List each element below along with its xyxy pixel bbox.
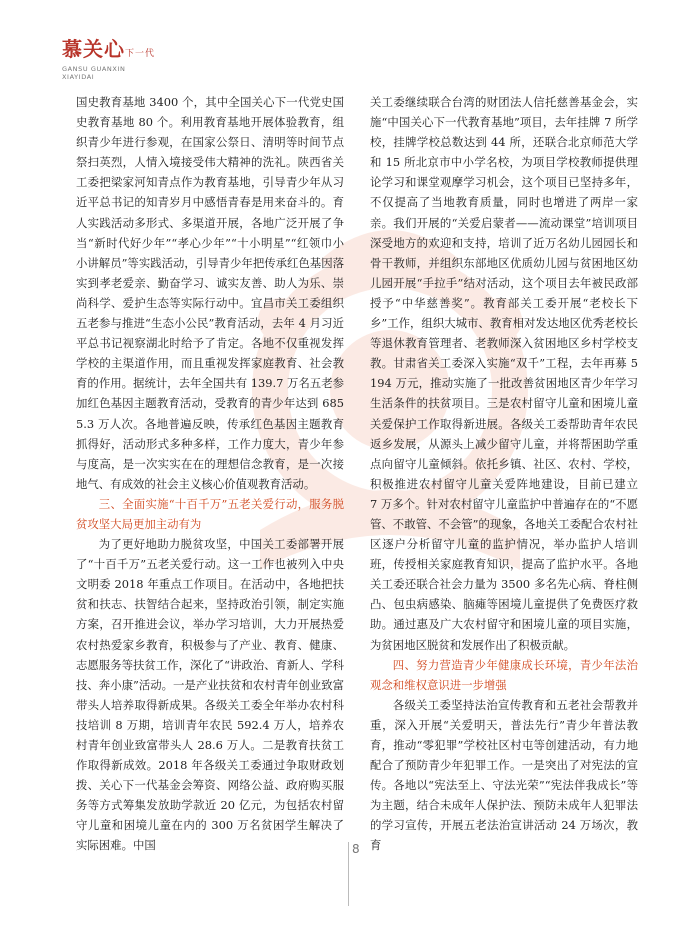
section-heading-4: 四、努力营造青少年健康成长环境，青少年法治观念和维权意识进一步增强 [370,657,638,692]
footer-divider [348,842,349,906]
masthead-title [62,38,162,65]
masthead-logo [62,38,162,81]
left-paragraph-1: 国史教育基地 3400 个，其中全国关心下一代党史国史教育基地 80 个。利用教育基地开展体验教育，组织青少年进行参观，在国家公祭日、清明等时间节点祭扫英烈，人情入境接受伟大精神的洗礼。陕西省关工委把梁家河知青点作为教育基地，引导青少年从习近平总书记的知青岁月中感悟青春是用来奋斗的。育人实践活动多形式、多渠道开展，各地广泛开展了争当“新时代好少年”“孝心少年”“十小明星”“红领巾小小讲解员”等实践活动，引导青少年把传承红色基因落实到孝老爱亲、勤奋学习、诚实友善、助人为乐、崇尚科学、爱护生态等实际行动中。宜昌市关工委组织五老参与推进“生态小公民”教育活动，去年 4 月习近平总书记视察湖北时给予了肯定。各地不仅重视发挥学校的主渠道作用，而且重视发挥家庭教育、社会教育的作用。据统计，去年全国共有 139.7 万名五老参加红色基因主题教育活动，受教育的青少年达到 6855.3 万人次。各地普遍反映，传承红色基因主题教育抓得好，活动形式多种多样，工作力度大，青少年参与度高，是一次实实在在的理想信念教育，是一次接地气、有成效的社会主义核心价值观教育活动。 [76,95,344,491]
right-column [370,92,650,856]
right-paragraph-1: 关工委继续联合台湾的财团法人信托慈善基金会，实施“中国关心下一代教育基地”项目，去年挂牌 7 所学校，挂牌学校总数达到 44 所，还联合北京师范大学和 15 所北京市中小学名校，为项目学校教师提供理论学习和课堂观摩学习机会，这个项目已坚持多年，不仅提高了当地教育质量，同时也增进了两岸一家亲。我们开展的“关爱启蒙者——流动课堂”培训项目深受地方的欢迎和支持，培训了近万名幼儿园园长和骨干教师，并组织东部地区优质幼儿园与贫困地区幼儿园开展“手拉手”结对活动，这个项目去年被民政部授予“中华慈善奖”。教育部关工委开展“老校长下乡”工作，组织大城市、教育相对发达地区优秀老校长等退休教育管理者、老教师深入贫困地区乡村学校支教。甘肃省关工委深入实施“双千”工程，去年再募 5194 万元，推动实施了一批改善贫困地区青少年学习生活条件的扶贫项目。三是农村留守儿童和困境儿童关爱保护工作取得新进展。各级关工委帮助青年农民返乡发展，从源头上减少留守儿童，并将帮困助学重点向留守儿童倾斜。依托乡镇、社区、农村、学校，积极推进农村留守儿童关爱阵地建设，目前已建立 7 万多个。针对农村留守儿童监护中普遍存在的“不愿管、不敢管、不会管”的现象，各地关工委配合农村社区逐户分析留守儿童的监护情况，举办监护人培训班，传授相关家庭教育知识，提高了监护水平。各地关工委还联合社会力量为 3500 多名先心病、脊柱侧凸、包虫病感染、脑瘫等困境儿童提供了免费医疗救助。通过惠及广大农村留守和困境儿童的项目实施，为贫困地区脱贫和发展作出了积极贡献。 [370,95,650,652]
masthead-subtitle-2: XIAYIDAI [62,73,95,81]
masthead-title-small: 下一代 [125,49,156,59]
page-number: 8 [352,842,360,856]
masthead-subtitle-1: GANSU GUANXIN [62,65,126,73]
left-column [76,92,344,856]
left-paragraph-2: 为了更好地助力脱贫攻坚，中国关工委部署开展了“十百千万”五老关爱行动。这一工作也被列入中央文明委 2018 年重点工作项目。在活动中，各地把扶贫和扶志、扶智结合起来，坚持政治引领，制定实施方案，召开推进会议，举办学习培训，大力开展热爱农村热爱家乡教育，积极参与了产业、教育、健康、志愿服务等扶贫工作，深化了“讲政治、育新人、学科技、奔小康”活动。一是产业扶贫和农村青年创业致富带头人培养取得新成果。各级关工委全年举办农村科技培训 8 万期，培训青年农民 592.4 万人，培养农村青年创业致富带头人 28.6 万人。二是教育扶贫工作取得新成效。2018 年各级关工委通过争取财政划拨、关心下一代基金会筹资、网络公益、政府购买服务等方式筹集发放助学款近 20 亿元，为包括农村留守儿童和困境儿童在内的 300 万名贫困学生解决了实际困难。中国 [76,537,344,853]
masthead-title-text: 慕关心 [62,37,125,61]
section-heading-3: 三、全面实施“十百千万”五老关爱行动，服务脱贫攻坚大局更加主动有为 [76,496,344,531]
right-paragraph-2: 各级关工委坚持法治宣传教育和五老社会帮教并重，深入开展“关爱明天，普法先行”青少年普法教育，推动“零犯罪”学校社区村屯等创建活动，有力地配合了预防青少年犯罪工作。一是突出了对宪法的宣传。各地以“宪法至上、守法光荣”“宪法伴我成长”等为主题，结合未成年人保护法、预防未成年人犯罪法的学习宣传，开展五老法治宣讲活动 24 万场次，教育 [370,697,638,853]
